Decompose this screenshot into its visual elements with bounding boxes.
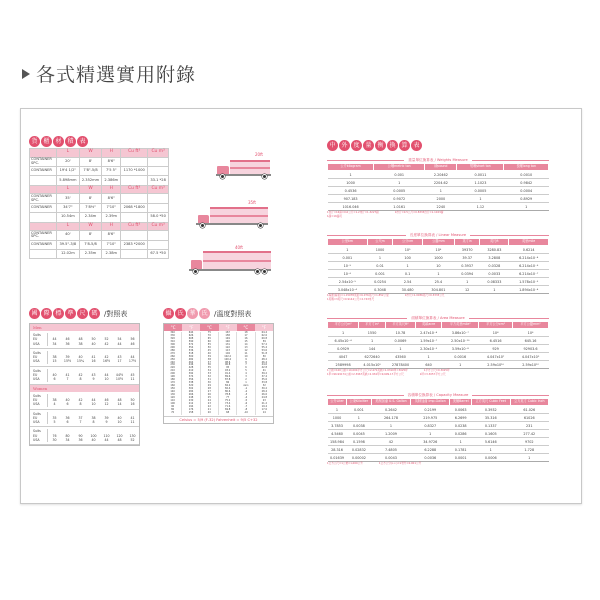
table-row: 1 1000 10⁵ 10⁶ 39370 3280.83 0.6214	[328, 246, 549, 254]
table-row: 907.183 0.9072 2000 1 0.8929	[328, 195, 549, 203]
size-table	[29, 323, 140, 446]
temperature-column: 644 626 608 590 572 554 536 518 500 482 464 446 428 410 392 374 356 338 320 302 284 266 248 230 212 194 176 158	[182, 332, 200, 415]
truck-box-icon	[210, 207, 268, 223]
size-group: Suits EU USA 44 46 48 50 52 54 56 34 36 38 40 42 44 46	[30, 331, 139, 349]
page-heading	[22, 60, 196, 87]
temperature-formula: Celsius = 5/9 (F-32) Fahrenheit = 9/5 C+32	[164, 416, 273, 423]
linear-footnote: 1海浬(海里)=1.15078英里=6.076英尺=1.852公里 1市尺=1.0936英尺=0.3333公尺	[327, 294, 445, 297]
linear-table: 公里km 公尺m 公分cm 公釐mm 英寸in 英尺ft 英里mile 1 1000 10⁵ 10⁶ 39370 3280.83 0.6214 0.001 1 100 1000 39.37 3.2808 6.214x10⁻⁴ 10⁻⁵ 0.01 1 10 0.3937 0.0328 6.214x10⁻⁶ 10⁻⁶ 0.001 0.1 1 0.0394 0.0033 6.214x10⁻⁷ 2.54x10⁻⁵ 0.0254 2.54 25.4 1 0.08333 1.578x10⁻⁵ 3.048x10⁻⁴ 0.3048 30.480 304.801 12 1 1.894x10⁻⁴	[327, 238, 549, 294]
wheel-icon	[258, 223, 263, 228]
size-row-eu: 38 40 42 44 46 48 50	[52, 397, 135, 402]
truck-label: 35ft	[248, 200, 256, 205]
weights-measure-block	[327, 157, 549, 219]
wheel-icon	[262, 269, 267, 274]
temperature-table	[163, 323, 274, 424]
title-badge: 表	[77, 136, 88, 147]
table-row: 158.984 0.1598 42 34.9726 1 5.6146 9702	[328, 438, 549, 446]
truck-label: 40ft	[235, 245, 243, 250]
size-row-eu: 44 46 48 50 52 54 56	[52, 337, 135, 342]
table-row: 28.316 0.02832 7.4805 6.2288 0.1781 1 1.728	[328, 446, 549, 454]
wheel-icon	[262, 174, 267, 179]
size-group: Suits EU USA 76 80 90 100 110 120 130 30 34 36 40 44 48 52	[30, 427, 139, 445]
container-row: CONTAINER 34'7" 7'8½" 7'10" 2068 *1800	[30, 203, 169, 212]
size-row-eu: 38 39 40 41 42 43 44	[52, 355, 135, 360]
title-badge: 標	[53, 308, 64, 319]
weights-footnote: 1台斤=16兩=0.6公斤=1.2市斤=1.3227磅 1市斤=0.5公斤=0.8333台斤=1.1023磅	[327, 211, 444, 214]
temperature-column: 75 70 65 60 55 50 45 40 39 38 37 36 35 34 33 32 31 30 29 28 27 26 25 24 23 22 21 20	[201, 332, 219, 415]
size-row-eu: 35 36 37 38 39 40 41	[52, 415, 135, 420]
table-row: 4047 6272640 43560 1 0.0016 4.047x10⁷ 4.047x10⁹	[328, 353, 549, 361]
weights-title: 重量單位換算表 / Weights Measure	[327, 157, 549, 163]
table-row: 10⁻⁶ 0.001 0.1 1 0.0394 0.0033 6.214x10⁻⁷	[328, 270, 549, 278]
wheel-icon	[255, 269, 260, 274]
title-badge: 準	[65, 308, 76, 319]
temperature-column: 64.4 62.6 60.8 59 57.2 55.4 53.6 51.8 50 48.2 46.4 44.6 42.8 41 39.2 37.4 35.6 33.8 32 30.2 28.4 26.6 24.8 23 21.2 19.4 17.6 14	[261, 331, 267, 414]
container-header-row: L W H Cu ft³ Cu m³	[30, 222, 169, 231]
truck-illustrations	[190, 150, 295, 270]
conversion-section-title: 中 外 度 量 衡 換 算 表	[327, 140, 422, 151]
table-row: 1 1550 10.78 2.47x10⁻⁴ 3.86x10⁻⁷ 10⁴ 10⁶	[328, 329, 549, 337]
title-suffix: /溫度對照表	[214, 309, 252, 318]
title-badge: 華	[187, 308, 198, 319]
title-badge: 際	[41, 308, 52, 319]
size-row-usa: 4 6 8 10 12 14 16	[53, 402, 135, 407]
table-row: 1000 1 2204.62 1.1023 0.9842	[328, 179, 549, 187]
table-row: 1000 1 264.178 219.975 6.2699 35.316 61026	[328, 414, 549, 422]
size-row-usa: 30 34 36 40 44 48 52	[52, 438, 135, 443]
container-row: CONTAINER SPC. 35' 8' 8'6"	[30, 194, 169, 203]
triangle-bullet-icon	[22, 69, 30, 79]
container-table	[29, 148, 169, 259]
container-header-row: L W H Cu ft³ Cu m³	[30, 149, 169, 158]
wheel-icon	[200, 223, 205, 228]
truck-box-icon	[203, 251, 271, 269]
title-badge: 國	[29, 308, 40, 319]
size-row-usa: 15 15½ 15¾ 16 16½ 17 17½	[52, 359, 137, 364]
table-row: 0.0929 144 1 2.30x10⁻⁵ 3.59x10⁻⁸ 929 92903.6	[328, 345, 549, 353]
wheel-icon	[220, 174, 225, 179]
size-group: Suits EU USA 38 39 40 41 42 43 44 15 15½ 15¾ 16 16½ 17 17½	[30, 349, 139, 367]
container-row: CONTAINER SPC. 20' 8' 8'6"	[30, 157, 169, 166]
table-row: 0.01639 0.00002 0.0043 0.0036 0.0001 0.0006 1	[328, 454, 549, 462]
title-badge: 攝	[163, 308, 174, 319]
table-row: 3.048x10⁻⁴ 0.3048 30.480 304.801 12 1 1.894x10⁻⁴	[328, 286, 549, 294]
truck-label: 20ft	[255, 152, 263, 157]
weights-footnote: 1磅=16盎司	[327, 214, 342, 218]
page-heading-text: 各式精選實用附錄	[36, 64, 197, 86]
truck-cab-icon	[198, 215, 209, 223]
table-row: 1 0.001 0.2642 0.2199 0.0063 0.3932 61.026	[328, 406, 549, 414]
table-row: 0.001 1 100 1000 39.37 3.2808 6.214x10⁻⁴	[328, 254, 549, 262]
truck-35ft	[190, 200, 285, 230]
linear-measure-block	[327, 232, 549, 302]
size-row-eu: 76 80 90 100 110 120 130	[52, 433, 136, 438]
title-badge: 材	[53, 136, 64, 147]
title-badge: 尺	[77, 308, 88, 319]
size-section-title	[29, 308, 127, 319]
table-row: 0.4536 0.0005 1 0.0005 0.0004	[328, 187, 549, 195]
temperature-column: 340 330 320 310 300 290 280 270 260 250 240 230 220 210 200 190 180 170 160 150 140 130 120 110 100 90 80 70	[164, 332, 182, 415]
area-table: 平方公尺m² 平方寸in² 平方英尺ft² 英畝acre 平方英里mile² 平方公分cm² 平方公釐mm² 1 1550 10.78 2.47x10⁻⁴ 3.86x10⁻⁷ 10⁴ 10⁶ 6.45x10⁻⁴ 1 0.0069 1.59x10⁻⁷ 2.50x10⁻¹⁰ 6.4516 645.16 0.0929 144 1 2.30x10⁻⁵ 3.59x10⁻⁸ 929 92903.6 4047 6272640 43560 1 0.0016 4.047x10⁷ 4.047x10⁹ 2589998 4.015x10⁹ 27878400 640 1 2.59x10¹⁰ 2.59x10¹²	[327, 321, 549, 369]
table-row: 1016.046 1.0161 2240 1.12 1	[328, 203, 549, 211]
men-header: Men	[30, 324, 139, 331]
temperature-column: 167 158 149 140 131 122 113 104 102.2 100.4 98.6 96.8 95 93.2 91.4 89.6 87.8 86 84.2 82.4 80.6 78.8 77 75.2 73.4 71.6 69.8 68	[219, 332, 237, 415]
size-row-usa: 5 6 7 8 9 10 11	[53, 420, 135, 425]
truck-box-icon	[230, 160, 270, 174]
weights-table: 公斤kilogram 公噸metric ton 磅pound 短噸short ton 長噸long ton 1 0.001 2.20462 0.0011 0.0010 1000 1 2204.62 1.1023 0.9842 0.4536 0.0005 1 0.0005 0.0004 907.183 0.9072 2000 1 0.8929 1016.046 1.0161 2240 1.12 1	[327, 163, 549, 211]
area-title: 面積單位換算表 / Area Measure	[327, 315, 549, 321]
temp-section-title	[163, 308, 251, 319]
women-header: Women	[30, 385, 139, 392]
table-row: 3.7853 0.0038 1 0.8327 0.0238 0.1337 231	[328, 422, 549, 430]
table-row: 10⁻⁵ 0.01 1 10 0.3937 0.0328 6.214x10⁻⁶	[328, 262, 549, 270]
linear-title: 長度單位換算表 / Linear Measure	[327, 232, 549, 238]
linear-footnote: 1英碼=3英尺=0.9144公尺=2.743市尺	[327, 297, 375, 301]
area-footnote: 1公畝=100公畝=10,000平方公尺=2.471英畝=1.0310甲=3025坪 1平方公尺=0.3025坪	[327, 369, 450, 372]
title-badge: 櫃	[41, 136, 52, 147]
title-badge: 貨	[29, 136, 40, 147]
area-measure-block	[327, 315, 549, 377]
table-row: 4.5460 0.0045 1.2009 1 0.0286 0.1605 277.42	[328, 430, 549, 438]
size-group: Suits EU USA 40 41 42 43 44 44½ 45 6 7 8 9 10 10½ 11	[30, 367, 139, 385]
area-footnote: 1甲=96.99174公畝=2.3967英畝=2.934甲=9,699.17平方公尺 1坪=3.3057平方公尺	[327, 372, 446, 376]
container-row: 5.898mm 2.352mm 2.386m 33.1 *28	[30, 176, 169, 185]
capacity-footnote: 1立方公尺=1公秉=1,000公升 1立方公分(c.c.)=1毫升=0.001公升	[327, 462, 422, 465]
title-badge: 氏	[175, 308, 186, 319]
title-badge: 積	[65, 136, 76, 147]
size-group: Suits EU USA 35 36 37 38 39 40 41 5 6 7 8 9 10 11	[30, 410, 139, 428]
container-row: 12.02m 2.35m 2.38m 67.5 *50	[30, 249, 169, 258]
capacity-title: 容積單位換算表 / Capacity Measure	[327, 392, 549, 398]
title-badge: 氏	[199, 308, 210, 319]
size-row-eu: 40 41 42 43 44 44½ 45	[52, 373, 135, 378]
size-row-usa: 6 7 8 9 10 10½ 11	[53, 377, 135, 382]
capacity-measure-block	[327, 392, 549, 466]
truck-40ft	[185, 245, 290, 275]
size-row-usa: 34 36 38 40 42 44 46	[52, 341, 135, 346]
truck-20ft	[200, 152, 285, 182]
temperature-header: °C °F °C °F °C °F	[164, 324, 273, 331]
table-row: 1 0.001 2.20462 0.0011 0.0010	[328, 171, 549, 179]
container-section-title	[29, 136, 88, 147]
table-row: 2.54x10⁻⁵ 0.0254 2.54 25.4 1 0.08333 1.578x10⁻⁵	[328, 278, 549, 286]
table-row: 6.45x10⁻⁴ 1 0.0069 1.59x10⁻⁷ 2.50x10⁻¹⁰ 6.4516 645.16	[328, 337, 549, 345]
container-row: CONTAINER SPC. 40' 8' 8'6"	[30, 231, 169, 240]
container-row: 10.54m 2.34m 2.39m 58.0 *50	[30, 213, 169, 222]
container-row: CONTAINER 19'4 1/2" 7'8"-5/8 7'5 5" 1170 *1000	[30, 166, 169, 175]
title-suffix: /對照表	[104, 309, 128, 318]
table-row: 2589998 4.015x10⁹ 27878400 640 1 2.59x10¹⁰ 2.59x10¹²	[328, 361, 549, 369]
title-badge: 碼	[89, 308, 100, 319]
wheel-icon	[193, 269, 198, 274]
container-header-row: L W H Cu ft³ Cu m³	[30, 185, 169, 194]
container-row: CONTAINER 39.5"-3/8 7'8-5/8 7'10" 2383 *2000	[30, 240, 169, 249]
temperature-values	[164, 331, 273, 416]
truck-cab-icon	[191, 260, 202, 269]
capacity-table: 公升Liter 公秉Kiloliter 美制加侖 U.S. Gallon 英制加侖 Imp.Gallon 美桶Barrel 立方英尺 Cubic Feet 立方英寸 Cubic Inch 1 0.001 0.2642 0.2199 0.0063 0.3932 61.026 1000 1 264.178 219.975 6.2699 35.316 61026 3.7853 0.0038 1 0.8327 0.0238 0.1337 231 4.5460 0.0045 1.2009 1 0.0286 0.1605 277.42 158.984 0.1598 42 34.9726 1 5.6146 9702 28.316 0.02832 7.4805 6.2288 0.1781 1 1.728 0.01639 0.00002 0.0043 0.0036 0.0001 0.0006 1	[327, 398, 549, 462]
temperature-column: 18 17 16 15 14 13 12 11 10 9 8 7 6 5 4 3 2 1 zero -1 -2 -3 -4 -5 -6 -7 -8 -10	[237, 332, 255, 415]
size-group: Suits EU USA 38 40 42 44 46 48 50 4 6 8 10 12 14 16	[30, 392, 139, 410]
